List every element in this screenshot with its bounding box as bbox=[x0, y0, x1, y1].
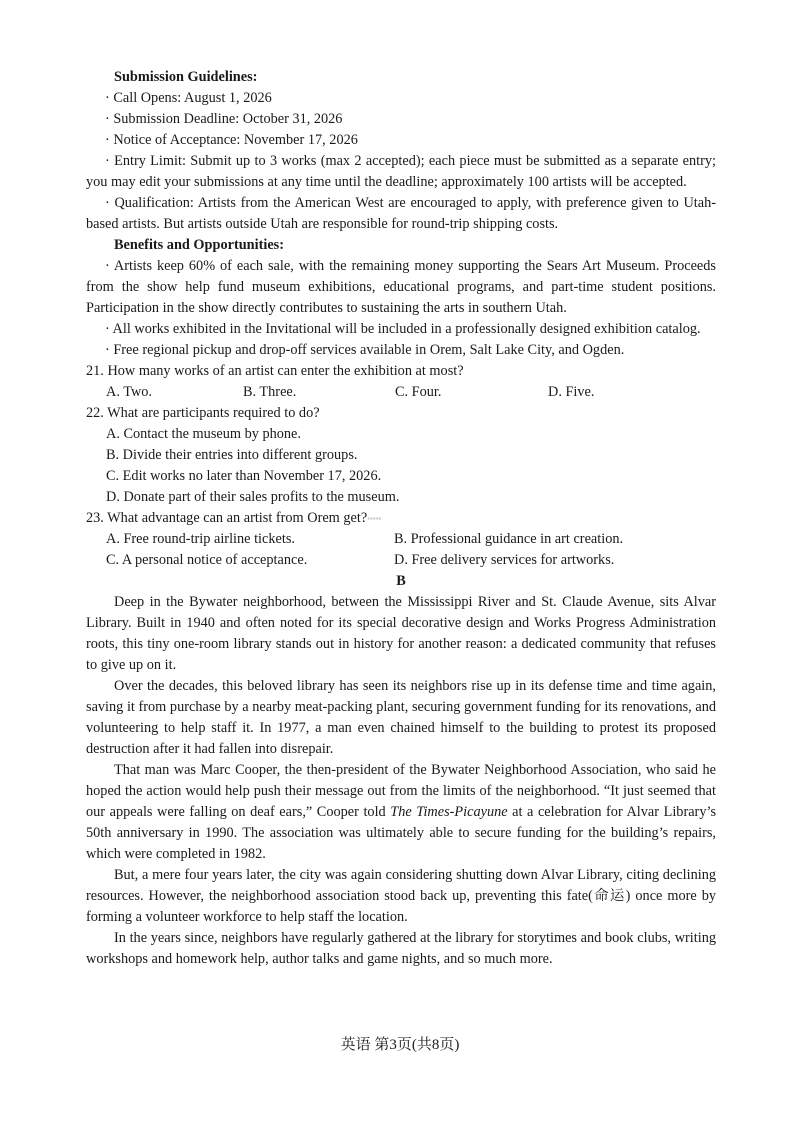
question-23-stem-text: 23. What advantage can an artist from Orem get? bbox=[86, 510, 368, 526]
submission-item-call-opens: · Call Opens: August 1, 2026 bbox=[105, 90, 272, 106]
passage-paragraph-1: Deep in the Bywater neighborhood, between the Mississippi River and St. Claude Avenue, sits Alvar Library. Built in 1940 and often noted for its special decorative design and Works Progress Administration roots, this tiny one-room library stands out in history for another reason: a dedicated community that refuses to give up on it. bbox=[86, 594, 716, 674]
benefits-item-sales: · Artists keep 60% of each sale, with the remaining money supporting the Sears Art Museum. Proceeds from the show help fund museum exhibitions, educational programs, and part-time student positions. Participation in the show directly contributes to sustaining the arts in southern Utah. bbox=[86, 258, 716, 316]
question-23-options-row-2 bbox=[86, 550, 716, 571]
question-23-options-row-1 bbox=[86, 529, 716, 550]
question-21-option-c: C. Four. bbox=[395, 384, 442, 400]
question-23-option-c: C. A personal notice of acceptance. bbox=[106, 552, 308, 569]
question-21-option-d: D. Five. bbox=[548, 384, 595, 400]
question-22-option-b: B. Divide their entries into different groups. bbox=[106, 447, 358, 463]
passage-paragraph-3-part-2: at a celebration for Alvar Library’s 50th anniversary in 1990. The association was ultimately able to secure funding for the building’s repairs, which were completed in 1982. bbox=[86, 804, 717, 863]
question-23-option-d: D. Free delivery services for artworks. bbox=[394, 552, 615, 569]
question-22-option-a: A. Contact the museum by phone. bbox=[106, 426, 301, 442]
submission-heading: Submission Guidelines: bbox=[114, 69, 258, 85]
benefits-item-catalog: · All works exhibited in the Invitational will be included in a professionally designed exhibition catalog. bbox=[105, 321, 701, 337]
question-22-option-d: D. Donate part of their sales profits to the museum. bbox=[106, 489, 400, 505]
question-21-option-b: B. Three. bbox=[243, 384, 297, 400]
passage-paragraph-2: Over the decades, this beloved library has seen its neighbors rise up in its defense time and time again, saving it from purchase by a nearby meat-packing plant, securing government funding for its renovations, and volunteering to help staff it. In 1977, a man even chained himself to the building to protest its proposed destruction after it had fallen into disrepair. bbox=[86, 678, 716, 758]
benefits-item-pickup: · Free regional pickup and drop-off services available in Orem, Salt Lake City, and Ogden. bbox=[105, 342, 625, 358]
benefits-heading: Benefits and Opportunities: bbox=[114, 237, 284, 253]
question-23-option-b: B. Professional guidance in art creation. bbox=[394, 531, 624, 548]
passage-paragraph-4: But, a mere four years later, the city was again considering shutting down Alvar Library, citing declining resources. However, the neighborhood association stood back up, preventing this fate(命运) once more by forming a volunteer workforce to help staff the location. bbox=[86, 867, 716, 926]
submission-item-notice: · Notice of Acceptance: November 17, 2026 bbox=[105, 132, 358, 148]
question-22-option-c: C. Edit works no later than November 17, 2026. bbox=[106, 468, 382, 484]
question-23-stem bbox=[86, 508, 716, 529]
passage-paragraph-3-part-1: That man was Marc Cooper, the then-president of the Bywater Neighborhood Association, who said he hoped the action would help push their message out from the limits of the neighborhood. “It just seemed that our appeals were falling on deaf ears,” Cooper told bbox=[86, 762, 716, 821]
submission-item-qualification: · Qualification: Artists from the American West are encouraged to apply, with preference given to Utah-based artists. But artists outside Utah are responsible for round-trip shipping costs. bbox=[86, 195, 716, 232]
question-21-options bbox=[86, 382, 716, 403]
page-content bbox=[86, 67, 716, 970]
watermark-mark: ▪▪▪▪▪ bbox=[367, 514, 382, 524]
submission-item-entry-limit: · Entry Limit: Submit up to 3 works (max 2 accepted); each piece must be submitted as a separate entry; you may edit your submissions at any time until the deadline; approximately 100 artists will be accepted. bbox=[86, 153, 716, 190]
submission-item-deadline: · Submission Deadline: October 31, 2026 bbox=[105, 111, 343, 127]
passage-paragraph-5: In the years since, neighbors have regularly gathered at the library for storytimes and book clubs, writing workshops and homework help, author talks and game nights, and so much more. bbox=[86, 930, 716, 968]
section-b-label: B bbox=[396, 573, 406, 590]
question-22-stem: 22. What are participants required to do? bbox=[86, 405, 320, 421]
question-21-stem: 21. How many works of an artist can enter the exhibition at most? bbox=[86, 363, 464, 379]
question-23-option-a: A. Free round-trip airline tickets. bbox=[106, 531, 295, 548]
passage-paragraph-3 bbox=[86, 760, 716, 865]
question-21-option-a: A. Two. bbox=[106, 384, 152, 400]
page-footer: 英语 第3页(共8页) bbox=[340, 1037, 460, 1053]
newspaper-title: The Times-Picayune bbox=[390, 804, 508, 821]
